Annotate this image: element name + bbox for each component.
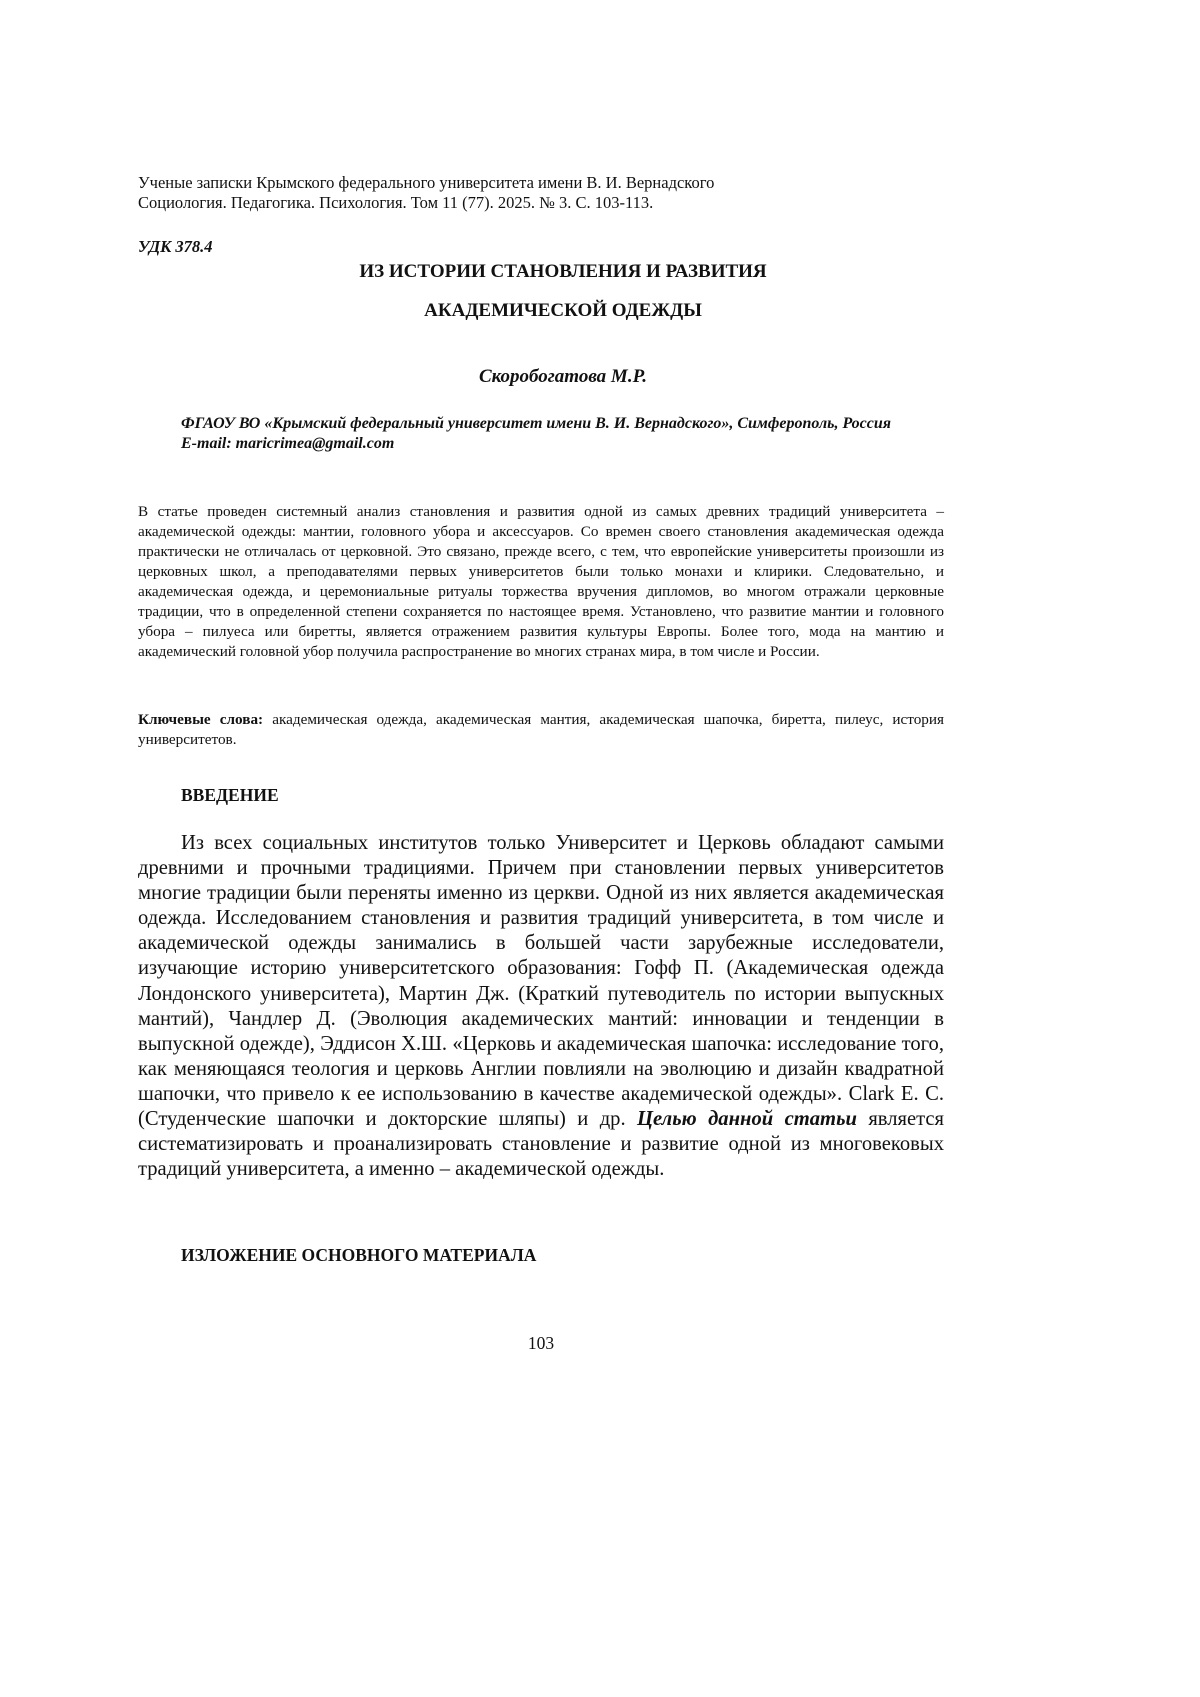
journal-header-line-2: Социология. Педагогика. Психология. Том 11 (77). 2025. № 3. С. 103-113.: [138, 193, 653, 213]
article-title-line-2: АКАДЕМИЧЕСКОЙ ОДЕЖДЫ: [138, 300, 988, 322]
intro-paragraph: [138, 831, 944, 1182]
journal-header-line-1: Ученые записки Крымского федерального университета имени В. И. Вернадского: [138, 173, 714, 193]
keywords: [138, 710, 944, 750]
affiliation-organization: ФГАОУ ВО «Крымский федеральный университет имени В. И. Вернадского», Симферополь, Россия: [181, 414, 943, 434]
intro-emphasis: Целью данной статьи: [637, 1108, 857, 1130]
keywords-label: Ключевые слова:: [138, 711, 263, 728]
udc-code: УДК 378.4: [138, 237, 213, 257]
abstract: В статье проведен системный анализ становления и развития одной из самых древних традиций университета – академической одежды: мантии, головного убора и аксессуаров. Со времен своего становления академическая одежда практически не отличалась от церковной. Это связано, прежде всего, с тем, что европейские университеты произошли из церковных школ, а преподавателями первых университетов были только монахи и клирики. Следовательно, и академическая одежда, и церемониальные ритуалы торжества вручения дипломов, во многом отражали церковные традиции, что в определенной степени сохраняется по настоящее время. Установлено, что развитие мантии и головного убора – пилуеса или биретты, является отражением развития культуры Европы. Более того, мода на мантию и академический головной убор получила распространение во многих странах мира, в том числе и России.: [138, 502, 944, 662]
main-section-heading: ИЗЛОЖЕНИЕ ОСНОВНОГО МАТЕРИАЛА: [181, 1245, 536, 1266]
author-email: E-mail: maricrimea@gmail.com: [181, 434, 943, 454]
paper-page: [0, 0, 1200, 1697]
keywords-list: академическая одежда, академическая мантия, академическая шапочка, биретта, пилеус, история университетов.: [138, 711, 944, 748]
intro-heading: ВВЕДЕНИЕ: [181, 785, 279, 806]
article-title-line-1: ИЗ ИСТОРИИ СТАНОВЛЕНИЯ И РАЗВИТИЯ: [138, 261, 988, 283]
author-affiliation: [181, 414, 943, 454]
intro-text-before: Из всех социальных институтов только Университет и Церковь обладают самыми древними и прочными традициями. Причем при становлении первых университетов многие традиции были переняты именно из церкви. Одной из них является академическая одежда. Исследованием становления и развития традиций университета, в том числе и академической одежды занимались в большей части зарубежные исследователи, изучающие историю университетского образования: Гофф П. (Академическая одежда Лондонского университета), Мартин Дж. (Краткий путеводитель по истории выпускных мантий), Чандлер Д. (Эволюция академических мантий: инновации и тенденции в выпускной одежде), Эддисон Х.Ш. «Церковь и академическая шапочка: исследование того, как меняющаяся теология и церковь Англии повлияли на эволюцию и дизайн квадратной шапочки, что привело к ее использованию в качестве академической одежды». Clark E. C. (Студенческие шапочки и докторские шляпы) и др.: [138, 832, 944, 1130]
intro-text-after: является систематизировать и проанализировать становление и развитие одной из многовековых традиций университета, а именно – академической одежды.: [138, 1108, 944, 1180]
author-name: Скоробогатова М.Р.: [138, 366, 988, 388]
page-number: 103: [138, 1333, 944, 1354]
